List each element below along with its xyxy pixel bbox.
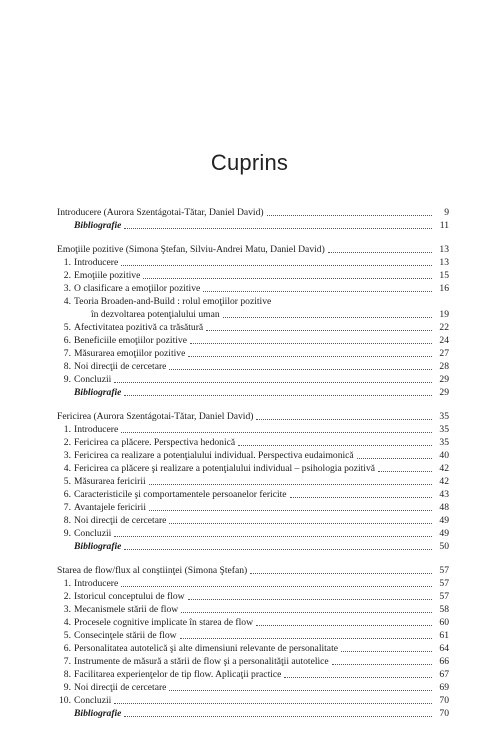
- toc-section: [57, 410, 449, 553]
- dot-leader: [256, 624, 432, 626]
- toc-subsection-entry[interactable]: [57, 334, 449, 347]
- entry-title: Consecinţele stării de flow: [74, 630, 177, 641]
- toc-bibliography-entry[interactable]: [57, 707, 449, 720]
- page-number: 35: [439, 437, 449, 448]
- entry-title: Mecanismele stării de flow: [74, 604, 179, 615]
- toc-subsection-entry[interactable]: [57, 282, 449, 295]
- entry-number: 9.: [63, 528, 71, 539]
- toc-subsection-entry[interactable]: [57, 423, 449, 436]
- dot-leader: [188, 598, 432, 600]
- page-number: 16: [439, 283, 449, 294]
- toc-chapter-entry[interactable]: [57, 243, 449, 256]
- entry-title: Procesele cognitive implicate în starea de flow: [74, 617, 254, 628]
- entry-title: Concluzii: [74, 374, 112, 385]
- dot-leader: [341, 650, 432, 652]
- entry-number: 10.: [59, 695, 71, 706]
- toc-subsection-entry[interactable]: [57, 449, 449, 462]
- page-number: 64: [439, 643, 449, 654]
- entry-title: Concluzii: [74, 528, 112, 539]
- page-number: 35: [439, 411, 449, 422]
- entry-number: 3.: [63, 283, 71, 294]
- entry-title: Fericirea ca plăcere şi realizare a potenţialului individual – psihologia pozitivă: [74, 463, 376, 474]
- page-number: 42: [439, 463, 449, 474]
- entry-number: 2.: [63, 591, 71, 602]
- page-number: 13: [439, 257, 449, 268]
- dot-leader: [290, 496, 432, 498]
- toc-section: [57, 206, 449, 232]
- entry-title: Instrumente de măsură a stării de flow şi a personalităţii autotelice: [74, 656, 329, 667]
- entry-title: Fericirea ca plăcere. Perspectiva hedonică: [74, 437, 236, 448]
- page-number: 70: [439, 708, 449, 719]
- toc-subsection-entry[interactable]: [57, 655, 449, 668]
- entry-title: Starea de flow/flux al conştiinţei (Simona Ştefan): [57, 565, 248, 576]
- entry-title: Bibliografie: [74, 541, 122, 552]
- entry-number: 7.: [63, 502, 71, 513]
- toc-subsection-entry[interactable]: [57, 462, 449, 475]
- entry-title: O clasificare a emoţiilor pozitive: [74, 283, 201, 294]
- page-number: 13: [439, 244, 449, 255]
- page-number: 28: [439, 361, 449, 372]
- dot-leader: [332, 663, 432, 665]
- entry-title: Fericirea (Aurora Szentágotai-Tătar, Daniel David): [57, 411, 254, 422]
- page-number: 57: [439, 578, 449, 589]
- page-number: 35: [439, 424, 449, 435]
- page-number: 66: [439, 656, 449, 667]
- dot-leader: [121, 585, 432, 587]
- entry-number: 5.: [63, 322, 71, 333]
- entry-number: 2.: [63, 437, 71, 448]
- dot-leader: [190, 342, 432, 344]
- toc-subsection-entry[interactable]: [57, 527, 449, 540]
- entry-title: Introducere: [74, 424, 119, 435]
- dot-leader: [203, 290, 432, 292]
- dot-leader: [169, 522, 432, 524]
- dot-leader: [284, 676, 432, 678]
- entry-number: 9.: [63, 682, 71, 693]
- table-of-contents: [57, 206, 449, 731]
- dot-leader: [114, 381, 432, 383]
- page-number: 27: [439, 348, 449, 359]
- entry-number: 6.: [63, 643, 71, 654]
- toc-subsection-entry[interactable]: [57, 642, 449, 655]
- toc-subsection-entry[interactable]: [57, 373, 449, 386]
- dot-leader: [114, 702, 432, 704]
- entry-title: Măsurarea emoţiilor pozitive: [74, 348, 186, 359]
- page-number: 69: [439, 682, 449, 693]
- entry-number: 5.: [63, 476, 71, 487]
- entry-title: Teoria Broaden-and-Build : rolul emoţiilor pozitive: [74, 296, 272, 307]
- toc-subsection-entry[interactable]: [57, 501, 449, 514]
- toc-subsection-entry[interactable]: [57, 590, 449, 603]
- page-number: 43: [439, 489, 449, 500]
- entry-number: 3.: [63, 604, 71, 615]
- toc-section: [57, 564, 449, 720]
- entry-title: în dezvoltarea potenţialului uman: [91, 309, 220, 320]
- dot-leader: [256, 418, 432, 420]
- entry-number: 5.: [63, 630, 71, 641]
- page-number: 57: [439, 591, 449, 602]
- entry-title: Fericirea ca realizare a potenţialului individual. Perspectiva eudaimonică: [74, 450, 354, 461]
- entry-title: Bibliografie: [74, 708, 122, 719]
- dot-leader: [124, 227, 432, 229]
- toc-subsection-entry[interactable]: [57, 668, 449, 681]
- toc-subsection-entry[interactable]: [57, 321, 449, 334]
- dot-leader: [124, 715, 432, 717]
- entry-title: Personalitatea autotelică şi alte dimensiuni relevante de personalitate: [74, 643, 338, 654]
- dot-leader: [124, 548, 432, 550]
- entry-title: Avantajele fericirii: [74, 502, 146, 513]
- entry-title: Măsurarea fericirii: [74, 476, 146, 487]
- entry-title: Introducere (Aurora Szentágotai-Tătar, Daniel David): [57, 207, 264, 218]
- page-number: 57: [439, 565, 449, 576]
- toc-subsection-entry[interactable]: [57, 603, 449, 616]
- page-title: Cuprins: [210, 150, 289, 175]
- dot-leader: [169, 368, 432, 370]
- dot-leader: [180, 637, 432, 639]
- entry-title: Bibliografie: [74, 220, 122, 231]
- page-number: 49: [439, 528, 449, 539]
- dot-leader: [206, 329, 432, 331]
- dot-leader: [188, 355, 432, 357]
- toc-chapter-entry[interactable]: [57, 564, 449, 577]
- page-number: 67: [439, 669, 449, 680]
- toc-bibliography-entry[interactable]: [57, 386, 449, 399]
- page-number: 22: [439, 322, 449, 333]
- entry-number: 8.: [63, 361, 71, 372]
- page-number: 24: [439, 335, 449, 346]
- toc-subsection-entry[interactable]: [57, 694, 449, 707]
- toc-subsection-entry[interactable]: [57, 308, 449, 321]
- toc-bibliography-entry[interactable]: [57, 540, 449, 553]
- entry-number: 9.: [63, 374, 71, 385]
- dot-leader: [169, 689, 432, 691]
- page-number: 19: [439, 309, 449, 320]
- dot-leader: [328, 251, 432, 253]
- entry-number: 7.: [63, 656, 71, 667]
- entry-number: 4.: [63, 296, 71, 307]
- entry-title: Bibliografie: [74, 387, 122, 398]
- dot-leader: [267, 214, 432, 216]
- toc-subsection-entry[interactable]: [57, 577, 449, 590]
- entry-number: 1.: [63, 578, 71, 589]
- entry-number: 7.: [63, 348, 71, 359]
- toc-section: [57, 243, 449, 399]
- entry-title: Concluzii: [74, 695, 112, 706]
- dot-leader: [238, 444, 432, 446]
- entry-number: 3.: [63, 450, 71, 461]
- entry-title: Noi direcţii de cercetare: [74, 515, 167, 526]
- toc-chapter-entry[interactable]: [57, 206, 449, 219]
- entry-title: Caracteristicile şi comportamentele persoanelor fericite: [74, 489, 287, 500]
- entry-number: 4.: [63, 463, 71, 474]
- dot-leader: [121, 431, 432, 433]
- entry-number: 1.: [63, 424, 71, 435]
- dot-leader: [357, 457, 432, 459]
- entry-number: 8.: [63, 669, 71, 680]
- toc-subsection-entry[interactable]: [57, 475, 449, 488]
- page-number: 40: [439, 450, 449, 461]
- entry-number: 6.: [63, 489, 71, 500]
- dot-leader: [223, 316, 432, 318]
- toc-subsection-entry[interactable]: [57, 360, 449, 373]
- toc-subsection-entry[interactable]: [57, 347, 449, 360]
- dot-leader: [114, 535, 432, 537]
- toc-subsection-entry[interactable]: [57, 256, 449, 269]
- dot-leader: [250, 572, 432, 574]
- toc-subsection-entry[interactable]: [57, 629, 449, 642]
- entry-title: Noi direcţii de cercetare: [74, 682, 167, 693]
- entry-title: Istoricul conceptului de flow: [74, 591, 185, 602]
- page-number: 9: [444, 207, 449, 218]
- entry-number: 8.: [63, 515, 71, 526]
- dot-leader: [121, 264, 432, 266]
- dot-leader: [124, 394, 432, 396]
- page-number: 50: [439, 541, 449, 552]
- entry-title: Emoţiile pozitive (Simona Ştefan, Silviu-Andrei Matu, Daniel David): [57, 244, 325, 255]
- page-number: 61: [439, 630, 449, 641]
- dot-leader: [149, 483, 432, 485]
- toc-subsection-entry[interactable]: [57, 436, 449, 449]
- entry-number: 4.: [63, 617, 71, 628]
- entry-title: Emoţiile pozitive: [74, 270, 141, 281]
- dot-leader: [181, 611, 432, 613]
- toc-subsection-entry[interactable]: [57, 681, 449, 694]
- entry-title: Facilitarea experienţelor de tip flow. Aplicaţii practice: [74, 669, 282, 680]
- toc-subsection-entry[interactable]: [57, 514, 449, 527]
- entry-title: Afectivitatea pozitivă ca trăsătură: [74, 322, 204, 333]
- entry-title: Introducere: [74, 578, 119, 589]
- dot-leader: [143, 277, 432, 279]
- entry-title: Noi direcţii de cercetare: [74, 361, 167, 372]
- toc-subsection-entry[interactable]: [57, 269, 449, 282]
- entry-number: 1.: [63, 257, 71, 268]
- page-number: 29: [439, 387, 449, 398]
- toc-subsection-entry[interactable]: [57, 616, 449, 629]
- page-number: 42: [439, 476, 449, 487]
- page-number: 60: [439, 617, 449, 628]
- entry-number: 6.: [63, 335, 71, 346]
- page-number: 48: [439, 502, 449, 513]
- page-number: 58: [439, 604, 449, 615]
- entry-number: 2.: [63, 270, 71, 281]
- page-number: 49: [439, 515, 449, 526]
- toc-chapter-entry[interactable]: [57, 410, 449, 423]
- page-number: 15: [439, 270, 449, 281]
- page-number: 11: [439, 220, 449, 231]
- page-number: 70: [439, 695, 449, 706]
- toc-bibliography-entry[interactable]: [57, 219, 449, 232]
- dot-leader: [378, 470, 432, 472]
- page-number: 29: [439, 374, 449, 385]
- entry-title: Introducere: [74, 257, 119, 268]
- dot-leader: [149, 509, 432, 511]
- entry-title: Beneficiile emoţiilor pozitive: [74, 335, 187, 346]
- toc-subsection-entry[interactable]: [57, 295, 449, 308]
- toc-subsection-entry[interactable]: [57, 488, 449, 501]
